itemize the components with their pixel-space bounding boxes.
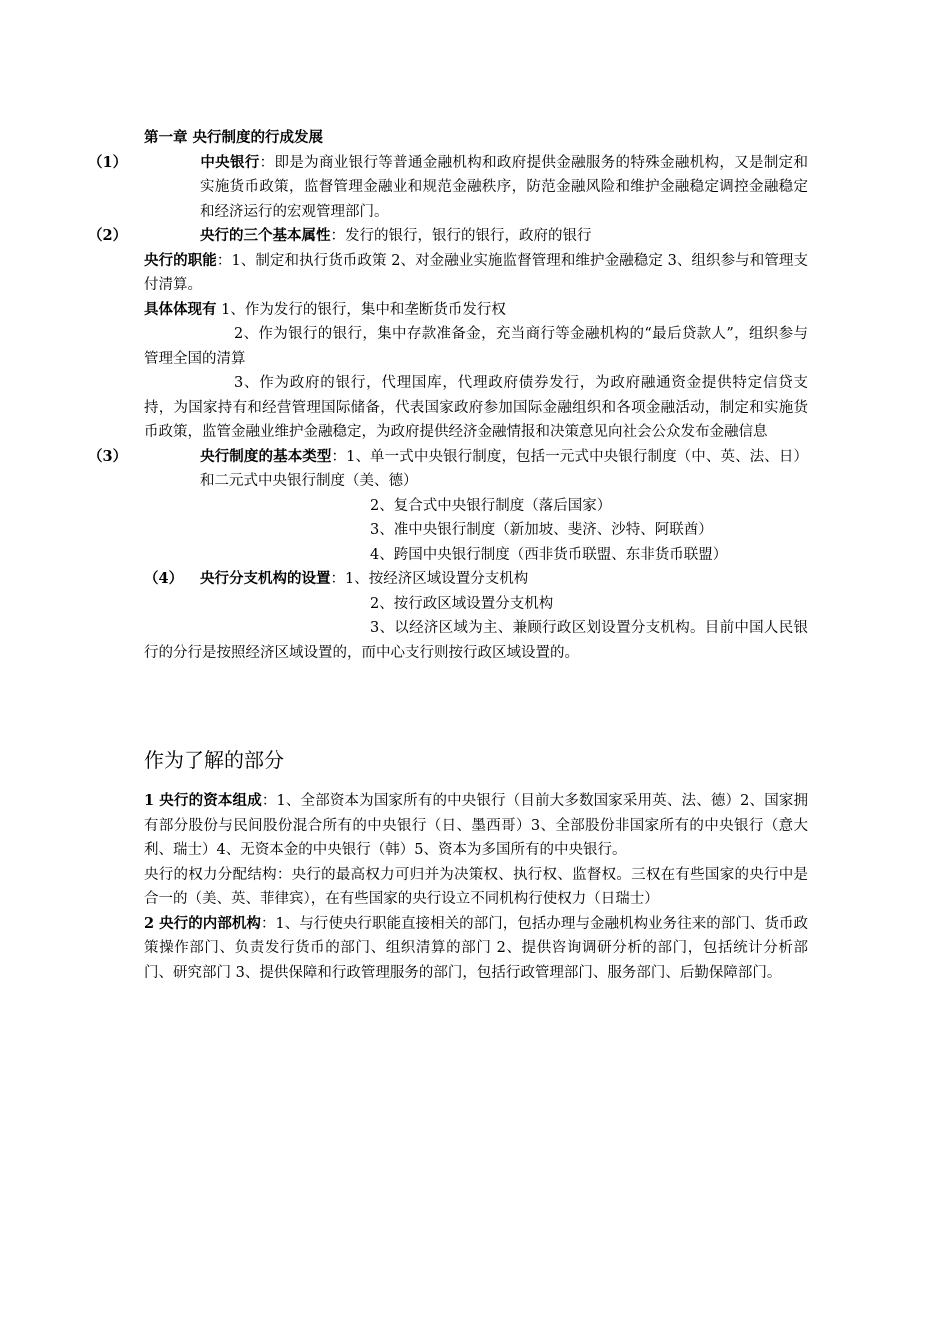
embodiment-2: 2、作为银行的银行，集中存款准备金，充当商行等金融机构的“最后贷款人”，组织参与管理全国的清算: [144, 326, 808, 367]
three-attributes: （2） 央行的三个基本属性：发行的银行，银行的银行，政府的银行: [88, 227, 592, 244]
power-structure: 央行的权力分配结构：央行的最高权力可归并为决策权、执行权、监督权。三权在有些国家的央行中是合一的（美、英、菲律宾），在有些国家的央行设立不同机构行使权力（日瑞士）: [144, 866, 808, 907]
basic-types: （3） 央行制度的基本类型：1、单一式中央银行制度，包括一元式中央银行制度（中、英、法、日）和二元式中央银行制度（美、德）: [88, 447, 808, 489]
chapter-title: 第一章 央行制度的行成发展: [144, 129, 324, 146]
central-bank-definition: （1） 中央银行：即是为商业银行等普通金融机构和政府提供金融服务的特殊金融机构，又是制定和实施货币政策，监督管理金融业和规范金融秩序，防范金融风险和维护金融稳定调控金融稳定和经济运行的宏观管理部门。: [88, 153, 809, 220]
section-spacer: [144, 665, 808, 745]
embodiment-1: 具体体现有 1、作为发行的银行，集中和垄断货币发行权: [144, 300, 506, 318]
embodiment-3: 3、作为政府的银行，代理国库，代理政府债券发行，为政府融通资金提供特定信贷支持，为国家持有和经营管理国际储备，代表国家政府参加国际金融组织和各项金融活动，制定和实施货币政策，监管金融业维护金融稳定，为政府提供经济金融情报和决策意见向社会公众发布金融信息: [144, 375, 808, 440]
branch-setup-3: 3、以经济区域为主、兼顾行政区划设置分支机构。目前中国人民银行的分行是按照经济区域设置的，而中心支行则按行政区域设置的。: [144, 620, 808, 661]
basic-types-2: 2、复合式中央银行制度（落后国家）: [370, 497, 612, 514]
section-heading: 作为了解的部分: [144, 748, 284, 772]
capital-composition: 1 央行的资本组成：1、全部资本为国家所有的中央银行（目前大多数国家采用英、法、德）2、国家拥有部分股份与民间股份混合所有的中央银行（日、墨西哥）3、全部股份非国家所有的中央银行（意大利、瑞士）4、无资本金的中央银行（韩）5、资本为多国所有的中央银行。: [144, 792, 809, 858]
basic-types-3: 3、准中央银行制度（新加坡、斐济、沙特、阿联酋）: [370, 522, 713, 538]
basic-types-4: 4、跨国中央银行制度（西非货币联盟、东非货币联盟）: [370, 546, 728, 563]
central-bank-functions: 央行的职能：1、制定和执行货币政策 2、对金融业实施监督管理和维护金融稳定 3、组织参与和管理支付清算。: [144, 251, 808, 293]
internal-structure: 2 央行的内部机构：1、与行使央行职能直接相关的部门，包括办理与金融机构业务往来的部门、货币政策操作部门、负责发行货币的部门、组织清算的部门 2、提供咨询调研分析的部门，包括统计分析部门、研究部门 3、提供保障和行政管理服务的部门，包括行政管理部门、服务部门、后勤保障部门。: [144, 914, 808, 981]
branch-setup: （4） 央行分支机构的设置：1、按经济区域设置分支机构: [144, 570, 529, 587]
document-body: [88, 126, 809, 985]
branch-setup-2: 2、按行政区域设置分支机构: [370, 595, 554, 612]
